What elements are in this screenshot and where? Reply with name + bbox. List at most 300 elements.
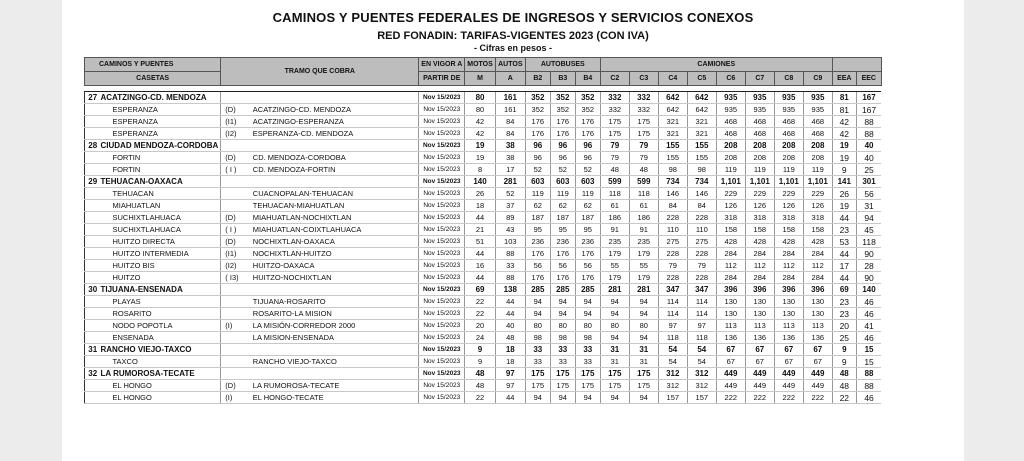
rate-cell: 126 — [716, 200, 745, 212]
rate-cell: 229 — [745, 188, 774, 200]
rate-cell: 95 — [575, 224, 600, 236]
rate-cell: 468 — [774, 128, 803, 140]
rate-cell: 67 — [716, 356, 745, 368]
rate-cell: 97 — [658, 320, 687, 332]
rate-cell: 88 — [856, 128, 881, 140]
road-group-row — [85, 176, 882, 188]
header-code-eea: EEA — [832, 72, 856, 86]
toll-booth-row — [85, 104, 882, 116]
rate-cell: 9 — [465, 356, 496, 368]
rate-cell: 428 — [745, 236, 774, 248]
rate-cell: 118 — [856, 236, 881, 248]
rate-cell: 603 — [550, 176, 575, 188]
toll-booth-row — [85, 320, 882, 332]
rate-cell: 31 — [629, 356, 658, 368]
rate-cell: 67 — [774, 356, 803, 368]
rate-cell: 56 — [550, 260, 575, 272]
rate-cell: 1,101 — [803, 176, 832, 188]
header-code-c8: C8 — [774, 72, 803, 86]
rate-cell: 20 — [465, 320, 496, 332]
rate-cell: 88 — [856, 380, 881, 392]
rate-cell: 186 — [600, 212, 629, 224]
rate-cell: 94 — [525, 308, 550, 320]
row-number — [85, 320, 99, 332]
rate-cell: 96 — [575, 152, 600, 164]
row-number — [85, 236, 99, 248]
rate-cell: 9 — [832, 344, 856, 356]
rate-cell: 136 — [745, 332, 774, 344]
rate-cell: 332 — [629, 92, 658, 104]
rate-cell: 352 — [550, 92, 575, 104]
rate-cell: 94 — [575, 296, 600, 308]
header-code-c7: C7 — [745, 72, 774, 86]
rate-cell: 94 — [629, 308, 658, 320]
rate-cell: 96 — [575, 140, 600, 152]
rate-cell: 318 — [803, 212, 832, 224]
row-number — [85, 296, 99, 308]
booth-name: HUITZO INTERMEDIA — [99, 248, 221, 260]
effective-date: Nov 15/2023 — [419, 92, 465, 104]
row-number: 30 — [85, 284, 99, 296]
row-number: 28 — [85, 140, 99, 152]
rate-cell: 48 — [832, 380, 856, 392]
effective-date: Nov 15/2023 — [419, 188, 465, 200]
rate-cell: 81 — [832, 104, 856, 116]
rate-cell: 352 — [575, 104, 600, 116]
rate-cell: 599 — [629, 176, 658, 188]
table-header — [85, 58, 882, 86]
rate-cell: 48 — [832, 368, 856, 380]
rate-cell: 80 — [465, 104, 496, 116]
rate-cell: 130 — [716, 308, 745, 320]
rate-cell: 176 — [550, 116, 575, 128]
rate-cell: 15 — [856, 344, 881, 356]
rate-cell: 61 — [600, 200, 629, 212]
rate-cell: 8 — [465, 164, 496, 176]
rate-cell: 18 — [495, 356, 525, 368]
rate-cell: 175 — [629, 116, 658, 128]
direction-code — [221, 200, 251, 212]
effective-date: Nov 15/2023 — [419, 176, 465, 188]
segment-name: RANCHO VIEJO-TAXCO — [251, 356, 419, 368]
rate-cell: 935 — [745, 92, 774, 104]
rate-cell: 112 — [803, 260, 832, 272]
rate-cell: 44 — [495, 308, 525, 320]
rate-cell: 176 — [525, 248, 550, 260]
direction-code: (I2) — [221, 128, 251, 140]
rate-cell: 98 — [658, 164, 687, 176]
rate-cell: 126 — [803, 200, 832, 212]
toll-booth-row — [85, 128, 882, 140]
rate-cell: 146 — [658, 188, 687, 200]
segment-name: HUITZO-OAXACA — [251, 260, 419, 272]
segment-name: ROSARITO-LA MISION — [251, 308, 419, 320]
rate-cell: 449 — [716, 368, 745, 380]
rate-cell: 90 — [856, 272, 881, 284]
rate-cell: 31 — [600, 344, 629, 356]
rate-cell: 1,101 — [716, 176, 745, 188]
rate-cell: 19 — [465, 152, 496, 164]
direction-code: (I) — [221, 392, 251, 404]
rate-cell: 321 — [658, 128, 687, 140]
toll-booth-row — [85, 188, 882, 200]
rate-cell: 84 — [687, 200, 716, 212]
rate-cell: 113 — [716, 320, 745, 332]
rate-cell: 175 — [550, 368, 575, 380]
effective-date: Nov 15/2023 — [419, 212, 465, 224]
rate-cell: 54 — [658, 356, 687, 368]
rate-cell: 52 — [495, 188, 525, 200]
rate-cell: 79 — [687, 260, 716, 272]
rate-cell: 347 — [658, 284, 687, 296]
rate-cell: 112 — [745, 260, 774, 272]
rate-cell: 69 — [832, 284, 856, 296]
effective-date: Nov 15/2023 — [419, 320, 465, 332]
rate-cell: 44 — [832, 248, 856, 260]
rate-cell: 318 — [716, 212, 745, 224]
rate-cell: 642 — [687, 92, 716, 104]
rate-cell: 208 — [716, 152, 745, 164]
rate-cell: 161 — [495, 104, 525, 116]
rate-cell: 98 — [575, 332, 600, 344]
rate-cell: 80 — [550, 320, 575, 332]
rate-cell: 19 — [832, 152, 856, 164]
booth-name: ESPERANZA — [99, 104, 221, 116]
rate-cell: 28 — [856, 260, 881, 272]
header-code-eec: EEC — [856, 72, 881, 86]
toll-booth-row — [85, 164, 882, 176]
toll-booth-row — [85, 308, 882, 320]
rate-cell: 38 — [495, 152, 525, 164]
rate-cell: 112 — [774, 260, 803, 272]
rate-cell: 236 — [550, 236, 575, 248]
row-number — [85, 200, 99, 212]
rate-cell: 56 — [525, 260, 550, 272]
rate-cell: 33 — [525, 356, 550, 368]
rate-cell: 734 — [658, 176, 687, 188]
header-autos: AUTOS — [495, 58, 525, 72]
rate-cell: 98 — [687, 164, 716, 176]
rate-cell: 67 — [774, 344, 803, 356]
rate-cell: 44 — [465, 272, 496, 284]
header-camiones: CAMIONES — [600, 58, 832, 72]
toll-booth-row — [85, 296, 882, 308]
row-number — [85, 116, 99, 128]
rate-cell: 228 — [658, 248, 687, 260]
rate-cell: 468 — [745, 128, 774, 140]
rate-cell: 284 — [803, 272, 832, 284]
rate-cell: 449 — [803, 368, 832, 380]
rate-cell: 94 — [629, 332, 658, 344]
rate-cell: 130 — [774, 296, 803, 308]
rate-cell: 94 — [550, 296, 575, 308]
rate-cell: 55 — [629, 260, 658, 272]
direction-code: (I1) — [221, 116, 251, 128]
header-code-b3: B3 — [550, 72, 575, 86]
rate-cell: 37 — [495, 200, 525, 212]
rate-cell: 228 — [687, 248, 716, 260]
rate-cell: 176 — [575, 248, 600, 260]
header-caminos: CAMINOS Y PUENTES — [85, 58, 221, 72]
effective-date: Nov 15/2023 — [419, 308, 465, 320]
rate-cell: 25 — [856, 164, 881, 176]
header-code-c9: C9 — [803, 72, 832, 86]
rate-cell: 347 — [687, 284, 716, 296]
rate-cell: 468 — [716, 116, 745, 128]
segment-name: ACATZINGO-ESPERANZA — [251, 116, 419, 128]
rate-cell: 81 — [832, 92, 856, 104]
booth-name: TEHUACAN — [99, 188, 221, 200]
rate-cell: 56 — [856, 188, 881, 200]
direction-code — [221, 140, 251, 152]
rate-cell: 449 — [745, 380, 774, 392]
header-autobuses: AUTOBUSES — [525, 58, 600, 72]
segment-name — [251, 368, 419, 380]
rate-cell: 17 — [495, 164, 525, 176]
road-group-row — [85, 140, 882, 152]
rate-cell: 175 — [600, 368, 629, 380]
row-number: 32 — [85, 368, 99, 380]
rate-cell: 22 — [465, 392, 496, 404]
segment-name — [251, 344, 419, 356]
segment-name — [251, 284, 419, 296]
rate-cell: 284 — [716, 248, 745, 260]
direction-code: (I1) — [221, 248, 251, 260]
rate-cell: 284 — [774, 272, 803, 284]
effective-date: Nov 15/2023 — [419, 356, 465, 368]
rate-cell: 114 — [658, 308, 687, 320]
rate-cell: 33 — [550, 344, 575, 356]
rate-cell: 167 — [856, 92, 881, 104]
left-margin — [0, 0, 62, 461]
rate-cell: 321 — [687, 116, 716, 128]
rate-cell: 94 — [600, 296, 629, 308]
rate-cell: 38 — [495, 140, 525, 152]
rate-cell: 222 — [745, 392, 774, 404]
direction-code — [221, 296, 251, 308]
rate-cell: 352 — [525, 92, 550, 104]
row-number — [85, 152, 99, 164]
direction-code — [221, 356, 251, 368]
rate-cell: 119 — [803, 164, 832, 176]
rate-cell: 126 — [774, 200, 803, 212]
rate-cell: 26 — [465, 188, 496, 200]
header-tramo: TRAMO QUE COBRA — [221, 58, 419, 86]
rate-cell: 281 — [629, 284, 658, 296]
currency-note: - Cifras en pesos - — [473, 43, 553, 53]
toll-booth-row — [85, 248, 882, 260]
rate-cell: 138 — [495, 284, 525, 296]
segment-name: LA RUMOROSA-TECATE — [251, 380, 419, 392]
segment-name: CUACNOPALAN-TEHUACAN — [251, 188, 419, 200]
direction-code: ( I ) — [221, 224, 251, 236]
rate-cell: 33 — [525, 344, 550, 356]
rate-cell: 176 — [525, 128, 550, 140]
rate-cell: 126 — [745, 200, 774, 212]
rate-cell: 94 — [856, 212, 881, 224]
row-number — [85, 308, 99, 320]
segment-name: CD. MENDOZA-FORTIN — [251, 164, 419, 176]
rate-cell: 118 — [687, 332, 716, 344]
rate-cell: 161 — [495, 92, 525, 104]
rate-cell: 95 — [525, 224, 550, 236]
rate-cell: 94 — [550, 308, 575, 320]
direction-code: (I) — [221, 320, 251, 332]
rate-cell: 155 — [658, 152, 687, 164]
rate-cell: 235 — [600, 236, 629, 248]
rate-cell: 46 — [856, 296, 881, 308]
rate-cell: 52 — [550, 164, 575, 176]
rate-cell: 222 — [803, 392, 832, 404]
row-number — [85, 380, 99, 392]
rate-cell: 52 — [575, 164, 600, 176]
toll-booth-row — [85, 260, 882, 272]
header-code-c3: C3 — [629, 72, 658, 86]
toll-booth-row — [85, 116, 882, 128]
rate-cell: 119 — [716, 164, 745, 176]
rate-cell: 176 — [550, 248, 575, 260]
rate-cell: 94 — [525, 296, 550, 308]
effective-date: Nov 15/2023 — [419, 380, 465, 392]
rate-cell: 80 — [575, 320, 600, 332]
rate-cell: 155 — [687, 152, 716, 164]
direction-code — [221, 344, 251, 356]
rate-cell: 79 — [600, 152, 629, 164]
rate-cell: 285 — [525, 284, 550, 296]
row-number — [85, 332, 99, 344]
booth-name: EL HONGO — [99, 392, 221, 404]
effective-date: Nov 15/2023 — [419, 236, 465, 248]
rate-cell: 284 — [745, 272, 774, 284]
rate-cell: 312 — [658, 368, 687, 380]
rate-cell: 301 — [856, 176, 881, 188]
document-title: CAMINOS Y PUENTES FEDERALES DE INGRESOS Y SERVICIOS CONEXOS — [272, 10, 754, 25]
rate-cell: 136 — [803, 332, 832, 344]
rate-cell: 603 — [525, 176, 550, 188]
row-number — [85, 104, 99, 116]
rate-cell: 80 — [600, 320, 629, 332]
rate-cell: 175 — [575, 380, 600, 392]
rate-cell: 94 — [600, 392, 629, 404]
toll-booth-row — [85, 200, 882, 212]
rate-cell: 48 — [465, 380, 496, 392]
rate-cell: 15 — [856, 356, 881, 368]
rate-cell: 352 — [575, 92, 600, 104]
rate-cell: 236 — [525, 236, 550, 248]
rate-cell: 118 — [629, 188, 658, 200]
row-number — [85, 212, 99, 224]
rate-cell: 642 — [687, 104, 716, 116]
rate-cell: 84 — [658, 200, 687, 212]
rate-cell: 88 — [856, 116, 881, 128]
rate-cell: 312 — [687, 380, 716, 392]
rate-cell: 80 — [629, 320, 658, 332]
rate-cell: 119 — [575, 188, 600, 200]
effective-date: Nov 15/2023 — [419, 344, 465, 356]
rate-cell: 175 — [600, 128, 629, 140]
rate-cell: 20 — [832, 320, 856, 332]
rate-cell: 94 — [600, 308, 629, 320]
rate-cell: 468 — [803, 128, 832, 140]
rate-cell: 935 — [774, 104, 803, 116]
rate-cell: 428 — [774, 236, 803, 248]
booth-name: ACATZINGO-CD. MENDOZA — [99, 92, 221, 104]
segment-name: CD. MENDOZA-CORDOBA — [251, 152, 419, 164]
direction-code: (D) — [221, 152, 251, 164]
road-group-row — [85, 368, 882, 380]
booth-name: EL HONGO — [99, 380, 221, 392]
rate-cell: 1,101 — [774, 176, 803, 188]
rate-cell: 332 — [600, 104, 629, 116]
booth-name: HUITZO DIRECTA — [99, 236, 221, 248]
effective-date: Nov 15/2023 — [419, 392, 465, 404]
rate-cell: 228 — [658, 272, 687, 284]
rate-cell: 79 — [600, 140, 629, 152]
rate-cell: 332 — [600, 92, 629, 104]
rate-cell: 187 — [550, 212, 575, 224]
rate-cell: 33 — [575, 344, 600, 356]
effective-date: Nov 15/2023 — [419, 104, 465, 116]
toll-booth-row — [85, 392, 882, 404]
effective-date: Nov 15/2023 — [419, 296, 465, 308]
rate-cell: 113 — [803, 320, 832, 332]
rate-cell: 119 — [774, 164, 803, 176]
rate-cell: 158 — [803, 224, 832, 236]
rate-cell: 449 — [716, 380, 745, 392]
rate-cell: 352 — [550, 104, 575, 116]
rate-cell: 9 — [832, 356, 856, 368]
rate-cell: 175 — [525, 368, 550, 380]
rate-cell: 187 — [575, 212, 600, 224]
segment-name: EL HONGO-TECATE — [251, 392, 419, 404]
row-number — [85, 188, 99, 200]
rate-cell: 275 — [658, 236, 687, 248]
rate-cell: 88 — [495, 248, 525, 260]
effective-date: Nov 15/2023 — [419, 368, 465, 380]
rate-cell: 48 — [495, 332, 525, 344]
rate-cell: 136 — [716, 332, 745, 344]
rate-cell: 229 — [716, 188, 745, 200]
rate-cell: 935 — [716, 104, 745, 116]
rate-cell: 94 — [575, 392, 600, 404]
rate-cell: 98 — [525, 332, 550, 344]
rate-cell: 18 — [465, 200, 496, 212]
booth-name: TAXCO — [99, 356, 221, 368]
rate-cell: 158 — [745, 224, 774, 236]
rate-cell: 56 — [575, 260, 600, 272]
rate-cell: 118 — [658, 332, 687, 344]
rate-cell: 396 — [774, 284, 803, 296]
direction-code: (I2) — [221, 260, 251, 272]
rate-cell: 40 — [495, 320, 525, 332]
rate-cell: 44 — [465, 248, 496, 260]
rate-cell: 141 — [832, 176, 856, 188]
header-casetas: CASETAS — [85, 72, 221, 86]
effective-date: Nov 15/2023 — [419, 128, 465, 140]
rate-cell: 935 — [803, 104, 832, 116]
rate-cell: 119 — [525, 188, 550, 200]
rate-cell: 33 — [495, 260, 525, 272]
segment-name: HUITZO-NOCHIXTLAN — [251, 272, 419, 284]
rate-cell: 110 — [687, 224, 716, 236]
toll-booth-row — [85, 272, 882, 284]
header-code-c5: C5 — [687, 72, 716, 86]
rate-cell: 332 — [629, 104, 658, 116]
effective-date: Nov 15/2023 — [419, 248, 465, 260]
rate-cell: 61 — [629, 200, 658, 212]
rate-cell: 321 — [687, 128, 716, 140]
rate-cell: 96 — [550, 152, 575, 164]
